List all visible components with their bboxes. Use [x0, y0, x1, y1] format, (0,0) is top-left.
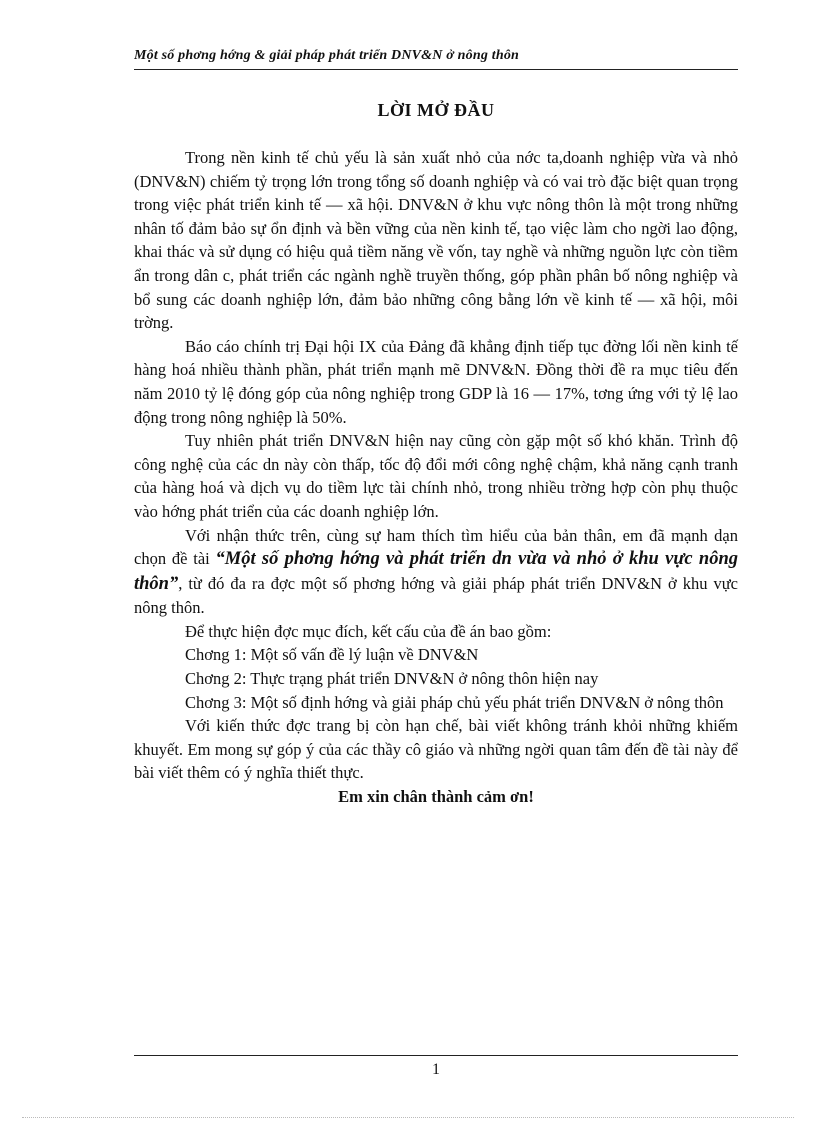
page-title: LỜI MỞ ĐẦU [377, 100, 495, 120]
paragraph-limitations: Với kiến thức đợc trang bị còn hạn chế, bài viết không tránh khỏi những khiếm khuyết. Em mong sự góp ý của các thầy cô giáo và những ngời quan tâm đến đề tài này để bài viết thêm có ý nghĩa thiết thực. [134, 716, 738, 783]
topic-tail: , từ đó đa ra đợc một số phơng hớng và giải pháp phát triển DNV&N ở khu vực nông thôn. [134, 573, 738, 618]
chapter-2: Chơng 2: Thực trạng phát triển DNV&N ở nông thôn hiện nay [185, 669, 599, 689]
page-number: 1 [432, 1061, 440, 1078]
page-bottom-dotted-line [22, 1117, 794, 1118]
topic-lead: Với nhận thức trên, cùng sự ham thích tìm hiểu của bản thân, em đã mạnh dạn chọn đề tài [134, 525, 738, 569]
paragraph-topic [134, 524, 738, 620]
paragraph-structure: Để thực hiện đợc mục đích, kết cấu của đề án bao gồm: [185, 621, 552, 641]
header-rule [134, 69, 738, 70]
paragraph-difficulties: Tuy nhiên phát triển DNV&N hiện nay cũng còn gặp một số khó khăn. Trình độ công nghệ của các dn này còn thấp, tốc độ đổi mới công nghệ chậm, khả năng cạnh tranh của hàng hoá và dịch vụ do tiềm lực tài chính nhỏ, trong nhiều trờng hợp còn phụ thuộc vào hớng phát triển của các doanh nghiệp lớn. [134, 431, 738, 521]
chapter-3: Chơng 3: Một số định hớng và giải pháp chủ yếu phát triển DNV&N ở nông thôn [185, 692, 724, 712]
paragraph-party-report: Báo cáo chính trị Đại hội IX của Đảng đã khẳng định tiếp tục đờng lối nền kinh tế hàng hoá nhiều thành phần, phát triển mạnh mẽ DNV&N. Đồng thời đề ra mục tiêu đến năm 2010 tỷ lệ đóng góp của nông nghiệp trong GDP là 16 — 17%, tơng ứng với tỷ lệ lao động trong nông nghiệp là 50%. [134, 336, 738, 427]
footer-rule [134, 1055, 738, 1056]
topic-title: “Một số phơng hớng và phát triển dn vừa và nhỏ ở khu vực nông thôn” [134, 549, 739, 594]
paragraph-intro: Trong nền kinh tế chủ yếu là sản xuất nhỏ của nớc ta,doanh nghiệp vừa và nhỏ (DNV&N) chiếm tỷ trọng lớn trong tổng số doanh nghiệp và có vai trò đặc biệt quan trọng trong việc phát triển kinh tế — xã hội. DNV&N ở khu vực nông thôn là một trong những nhân tố đảm bảo sự ổn định và bền vững của nền kinh tế, tạo việc làm cho ngời lao động, khai thác và sử dụng có hiệu quả tiềm năng về vốn, tay nghề và những nguồn lực còn tiềm ẩn trong dân c, phát triển các ngành nghề truyền thống, góp phần phân bố nông nghiệp và bổ sung các doanh nghiệp lớn, đảm bảo những công bằng lớn về kinh tế — xã hội, môi trờng. [134, 148, 738, 333]
document-body [134, 146, 738, 809]
running-header: Một số phơng hớng & giải pháp phát triển DNV&N ở nông thôn [134, 48, 520, 63]
chapter-1: Chơng 1: Một số vấn đề lý luận về DNV&N [185, 645, 479, 665]
closing-thanks: Em xin chân thành cảm ơn! [338, 787, 534, 807]
